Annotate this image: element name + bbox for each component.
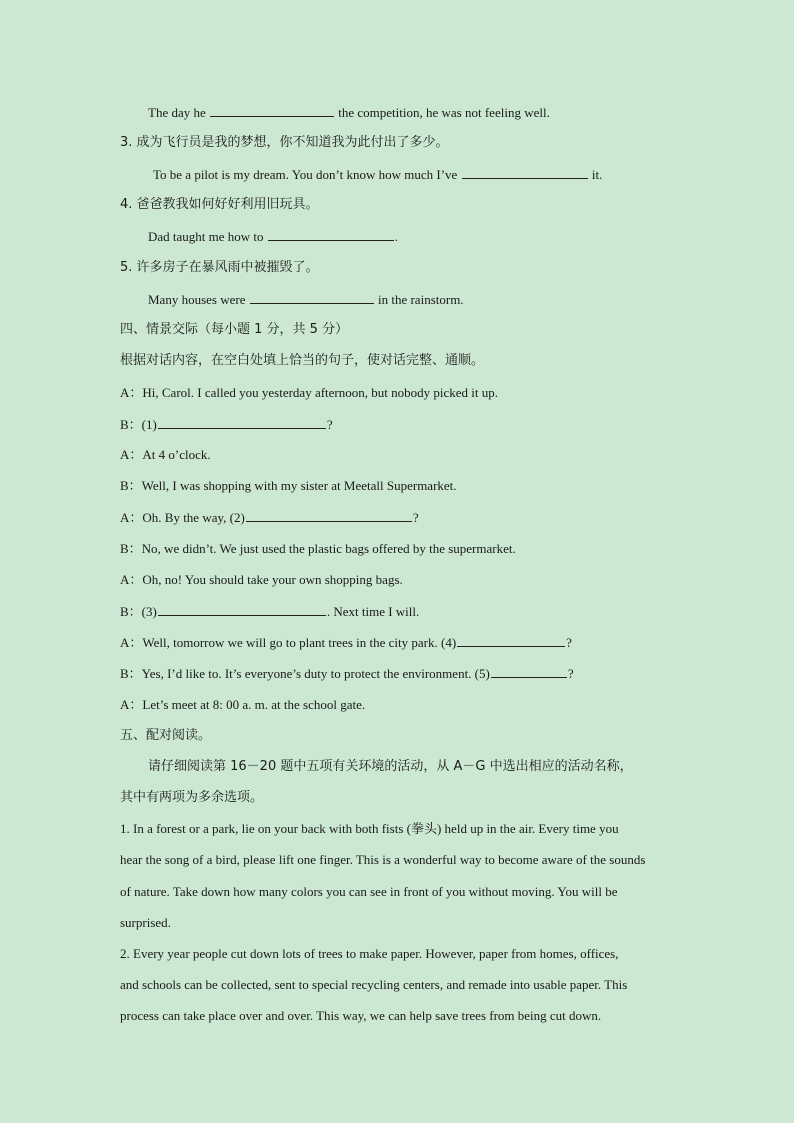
q2-text-before: The day he [148, 105, 210, 120]
section5-instruction-2: 其中有两项为多余选项。 [120, 790, 264, 805]
dialogue-line-10 [120, 665, 574, 682]
dialogue-blank-4[interactable] [457, 634, 565, 647]
dialogue-blank-3[interactable] [158, 603, 326, 616]
q4-text-before: Dad taught me how to [148, 229, 267, 244]
q4-english-sentence [148, 228, 398, 245]
passage2-line-2: and schools can be collected, sent to special recycling centers, and remade into usable paper. This [120, 977, 628, 992]
dialogue-line-5-text: A：Oh. By the way, (2) [120, 510, 245, 525]
section5-heading: 五、配对阅读。 [120, 728, 212, 743]
passage1-line-2: hear the song of a bird, please lift one finger. This is a wonderful way to become aware of the sounds [120, 852, 646, 867]
passage2-line-1: 2. Every year people cut down lots of trees to make paper. However, paper from homes, offices, [120, 946, 619, 961]
dialogue-line-2-text: B：(1) [120, 417, 157, 432]
q3-chinese: 3. 成为飞行员是我的梦想，你不知道我为此付出了多少。 [120, 135, 449, 150]
q2-blank[interactable] [210, 104, 334, 117]
passage1-line-1: 1. In a forest or a park, lie on your back with both fists (拳头) held up in the air. Every time you [120, 821, 619, 836]
q5-blank[interactable] [250, 291, 374, 304]
dialogue-line-8-text: B：(3) [120, 604, 157, 619]
dialogue-line-4: B：Well, I was shopping with my sister at Meetall Supermarket. [120, 478, 457, 493]
q3-text-after: it. [588, 167, 603, 182]
section4-heading: 四、情景交际（每小题 1 分，共 5 分） [120, 322, 349, 337]
q2-text-after: the competition, he was not feeling well. [335, 105, 550, 120]
dialogue-line-2-after: ? [326, 417, 333, 432]
q5-text-after: in the rainstorm. [374, 292, 464, 307]
dialogue-line-8-after: . Next time I will. [326, 604, 420, 619]
dialogue-line-5-after: ? [412, 510, 419, 525]
q3-text-before: To be a pilot is my dream. You don’t know how much I’ve [153, 167, 461, 182]
dialogue-blank-2[interactable] [246, 509, 412, 522]
dialogue-line-10-text: B：Yes, I’d like to. It’s everyone’s duty to protect the environment. (5) [120, 666, 490, 681]
section4-instruction: 根据对话内容，在空白处填上恰当的句子，使对话完整、通顺。 [120, 353, 485, 368]
dialogue-line-7: A：Oh, no! You should take your own shopping bags. [120, 572, 403, 587]
dialogue-line-9-text: A：Well, tomorrow we will go to plant trees in the city park. (4) [120, 635, 457, 650]
dialogue-line-6: B：No, we didn’t. We just used the plastic bags offered by the supermarket. [120, 541, 516, 556]
dialogue-line-1: A：Hi, Carol. I called you yesterday afternoon, but nobody picked it up. [120, 385, 498, 400]
passage1-line-4: surprised. [120, 915, 171, 930]
passage2-line-3: process can take place over and over. This way, we can help save trees from being cut down. [120, 1008, 602, 1023]
q5-chinese: 5. 许多房子在暴风雨中被摧毁了。 [120, 260, 319, 275]
dialogue-line-10-after: ? [567, 666, 574, 681]
q4-chinese: 4. 爸爸教我如何好好利用旧玩具。 [120, 197, 319, 212]
dialogue-line-8 [120, 603, 419, 620]
dialogue-line-9 [120, 634, 572, 651]
dialogue-line-5 [120, 509, 419, 526]
q5-text-before: Many houses were [148, 292, 249, 307]
q3-blank[interactable] [462, 166, 588, 179]
q4-text-after: . [394, 229, 399, 244]
q2-english-sentence [148, 104, 550, 121]
dialogue-blank-5[interactable] [491, 665, 567, 678]
dialogue-blank-1[interactable] [158, 416, 326, 429]
q4-blank[interactable] [268, 228, 394, 241]
passage1-line-3: of nature. Take down how many colors you can see in front of you without moving. You will be [120, 884, 618, 899]
section5-instruction-1: 请仔细阅读第 16－20 题中五项有关环境的活动，从 A－G 中选出相应的活动名称， [148, 759, 633, 774]
dialogue-line-2 [120, 416, 333, 433]
dialogue-line-3: A：At 4 o’clock. [120, 447, 211, 462]
q5-english-sentence [148, 291, 464, 308]
q3-english-sentence [153, 166, 602, 183]
dialogue-line-11: A：Let’s meet at 8: 00 a. m. at the school gate. [120, 697, 366, 712]
dialogue-line-9-after: ? [566, 635, 572, 650]
